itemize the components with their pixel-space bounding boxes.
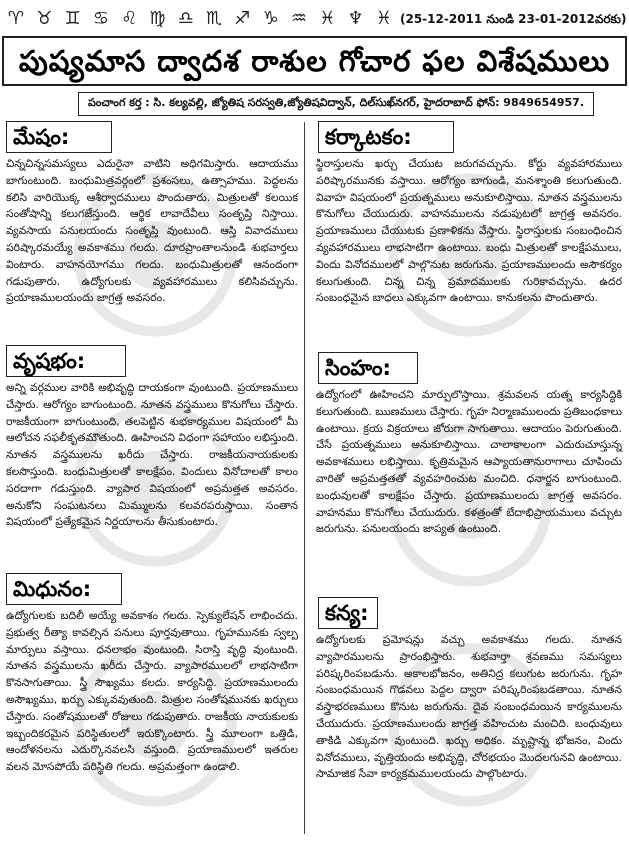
sagittarius-icon: ♐ — [234, 7, 251, 29]
leo-icon: ♌ — [121, 7, 138, 29]
aries-icon: ♈ — [7, 7, 25, 29]
pisces-icon: ♓ — [319, 7, 336, 29]
text-kanya: ఉద్యోగులకు ప్రమోషన్లు వచ్చు అవకాశము గలదు. నూతన వ్యాపారములను ప్రారంభిస్తారు. శుభవార్తా శ్రవణము సమస్యలు పరిష్కరింపబడును. అకాలభోజనం, అతినిద్ర కలుగుట జరుగును. గృహ సంబంధమయిన గొడవలు పెద్దల ద్వారా పరిష్కరింపబడతాయి. నూతన వస్త్రాభరణములు కొనుట జరుగును. దైవ సంబంధమయిన కార్యములను చేయుదురు. ప్రయాణములందు జాగ్రత్త వహించుట మంచిది. బంధువులు తాకిడి ఎక్కువగా వుంటుంది. ఖర్చు అధికం. మృష్టాన్న భోజనం, విందు వినోదములు, వృత్తియందు అభివృద్ధి, చోరభయం మొదలగునవి ఉంటాయి. సామాజిక సేవా కార్యక్రమములయందు పాల్గొంటారు. — [316, 633, 622, 781]
heading-vrushabham: వృషభం: — [6, 345, 126, 377]
text-mesham: చిన్నచిన్నసమస్యలు ఎదురైనా వాటిని అధిగమిస్తారు. ఆదాయము బాగుంటుంది. బంధుమిత్రవర్గంలో ప్రశంసలు, ఉత్సాహము. పెద్దలను కలిసి వారియొక్క ఆశీర్వాదములు పొందుతారు. మిత్రులతో కలయిక సంతోషాన్ని కలుగజేస్తుంది. ఆర్థిక లావాదేవీలు సంతృప్తి నిస్తాయి. వ్యవసాయ పనులయందు సంతృప్తి వుంటుంది. ఆస్తి వివాదములు పరిష్కారమయ్యే అవకాశము గలదు. దూరప్రాంతాలనుండి శుభవార్తలు వింటారు. వాహనయోగము గలదు. బంధుమిత్రులతో ఆనందంగా గడుపుతారు. ఉద్యోగులకు వ్యవహారములు కలిసివచ్చును. ప్రయాణములయందు జాగ్రత్త అవసరం. — [6, 157, 298, 305]
cancer-icon: ♋ — [92, 7, 109, 29]
text-karkatakam: స్థిరాస్తులను ఖర్చు చేయుట జరుగవచ్చును. కోర్టు వ్యవహారములు పరిష్కారమునకు వస్తాయి. ఆరోగ్యం బాగుండి, మనశ్శాంతి కలుగుతుంది. వివాహ విషయంలో ప్రయత్నములు అనుకూలిస్తాయి. నూతన వస్త్రములను కొనుగోలు చేయుదురు. వాహనములను నడుపుటలో జాగ్రత్త అవసరం. ప్రయాణములు చేయుటకు ప్రణాళికను వేస్తారు. స్థిరాస్తులకు సంబంధించిన వ్యవహారములు లాభసాటిగా ఉంటాయి. బంధు మిత్రులతో కాలక్షేపములు, విందు వినోదములలో పాల్గొనుట జరుగును. ప్రయాణములందు అసౌకర్యం కలుగుతుంది. చిన్న చిన్న ప్రమాదములకు గురికావచ్చును. ఉదర సంబంధమైన బాధలు ఎక్కువగా ఉంటాయి. కానుకలను పొందుతారు. — [316, 157, 622, 305]
heading-kanya: కన్య: — [318, 597, 378, 629]
virgo-icon: ♍ — [149, 7, 166, 29]
zodiac-signs-row — [4, 6, 396, 30]
heading-mesham: మేషం: — [6, 121, 112, 153]
scorpio-icon: ♏ — [206, 7, 223, 29]
taurus-icon: ♉ — [36, 7, 53, 29]
text-midhunam: ఉద్యోగులకు బదిలీ అయ్యే అవకాశం గలదు. స్పెక్యులేషన్ లాభించదు. ప్రభుత్వ రీత్యా కావల్సిన పనులు పూర్తవుతాయి. గృహమునకు స్వల్ప మార్పులు వస్తాయి. ధనలాభం వుంటుంది. సిరాస్తి వృద్ధి వుంటుంది. నూతన వస్త్రములను ఖరీదు చేస్తారు. వ్యాపారములలో లాభసాటిగా కొనసాగుతాయి. స్త్రీ సౌఖ్యము కలదు. కార్యసిద్ధి. ప్రయాణములందు అసౌఖ్యము, ఖర్చు ఎక్కువవుతుంది. మిత్రుల సంతోషమునకు ఖర్చులు చేస్తారు. సంతోషములతో రోజులు గడుపుతారు. రాజకీయ నాయకులకు ఇబ్బందికరమైన పరిస్థితులలో ఇరుక్కొంటారు. స్త్రీ మూలంగా ఒత్తిడి, ఆందోళనలను ఎదుర్కొనవలసి వస్తుంది. ప్రయాణములలో ఇతరుల వలన మోసపోయే పరిస్థితి గలదు. అప్రమత్తంగా ఉండాలి. — [6, 609, 298, 774]
heading-midhunam: మిధునం: — [6, 573, 122, 605]
text-vrushabham: అన్ని వర్గముల వారికి అభివృద్ధి దాయకంగా వుంటుంది. ప్రయాణములు చేస్తారు. ఆరోగ్యం బాగుంటుంది. నూతన వస్త్రములు కొనుగోలు చేస్తారు. రాజకీయంగా బాగుంటుంది, తలపెట్టిన శుభకార్యముల విషయంలో మీ ఆలోచన సఫలీకృతమౌతుంది. ఊహించని విధంగా సహాయం లభిస్తుంది. నూతన వస్త్రములను ఖరీదు చేస్తారు. రాజకీయనాయకులకు కలసొస్తుంది. బంధుమిత్రులతో కాలక్షేపం. విందులు వినోదాలతో కాలం సరదాగా గడుస్తుంది. వ్యాపార విషయంలో అప్రమత్తత అవసరం. అనుకోని సంఘటనలు మిమ్ములను కలవరపరుస్తాయి. సంతాన విషయంలో ప్రత్యేకమైన నిర్ణయాలను తీసుకుంటారు. — [6, 381, 298, 529]
gemini-icon: ♊ — [64, 7, 81, 29]
date-range: (25-12-2011 నుండి 23-01-2012వరకు) — [400, 12, 627, 26]
fish-icon: ♓ — [375, 7, 392, 29]
water-pot-icon: ♆ — [347, 7, 364, 29]
text-simham: ఉద్యోగంలో ఊహించని మార్పులొస్తాయి. శ్రమవలన యత్న కార్యసిద్ధికి కలుగుతుంది. ఋణములు చేస్తారు. గృహ నిర్మాణములందు ప్రతిబంధకాలు ఉంటాయి. క్రయ విక్రయాలు జోరుగా సాగుతాయి. ఆదాయం పెరుగుతుంది. చేసే ప్రయత్నములు అనుకూలిస్తాయి. చాలాకాలంగా ఎదురుచూస్తున్న అవకాశములు లభిస్తాయి. కృత్రిమమైన ఆప్యాయతానురాగాలు చూపించు వారితో అప్రమత్తతతో వ్యవహరించుట మంచిది. ధనార్జన బాగుంటుంది. బంధువులతో కాలక్షేపం చేస్తారు. ప్రయాణములందు జాగ్రత్త అవసరం. వాహనము కొనుగోలు చేయుదురు. కళత్రంతో బేదాభిప్రాయములు వచ్చుట జరుగును. పనులయందు జాప్యత ఉంటుంది. — [316, 388, 622, 536]
heading-karkatakam: కర్కాటకం: — [318, 121, 454, 153]
aquarius-icon: ♒ — [290, 7, 308, 29]
page-title: పుష్యమాస ద్వాదశ రాశుల గోచార ఫల విశేషములు — [2, 36, 627, 86]
column-divider — [304, 122, 305, 834]
astrologer-line: పంచాంగ కర్త : సి. కల్యవల్లి, జ్యోతిష సరస్వతి,జ్యోతిషవిద్వాన్, దిల్‌సుఖ్‌నగర్, హైదరాబాద్ ఫోన్: 9849654957. — [87, 96, 585, 109]
libra-icon: ♎ — [177, 7, 194, 29]
zodiac-header-strip — [0, 0, 629, 40]
heading-simham: సింహం: — [318, 352, 418, 384]
astrologer-box — [78, 92, 594, 116]
capricorn-icon: ♑ — [262, 7, 279, 29]
